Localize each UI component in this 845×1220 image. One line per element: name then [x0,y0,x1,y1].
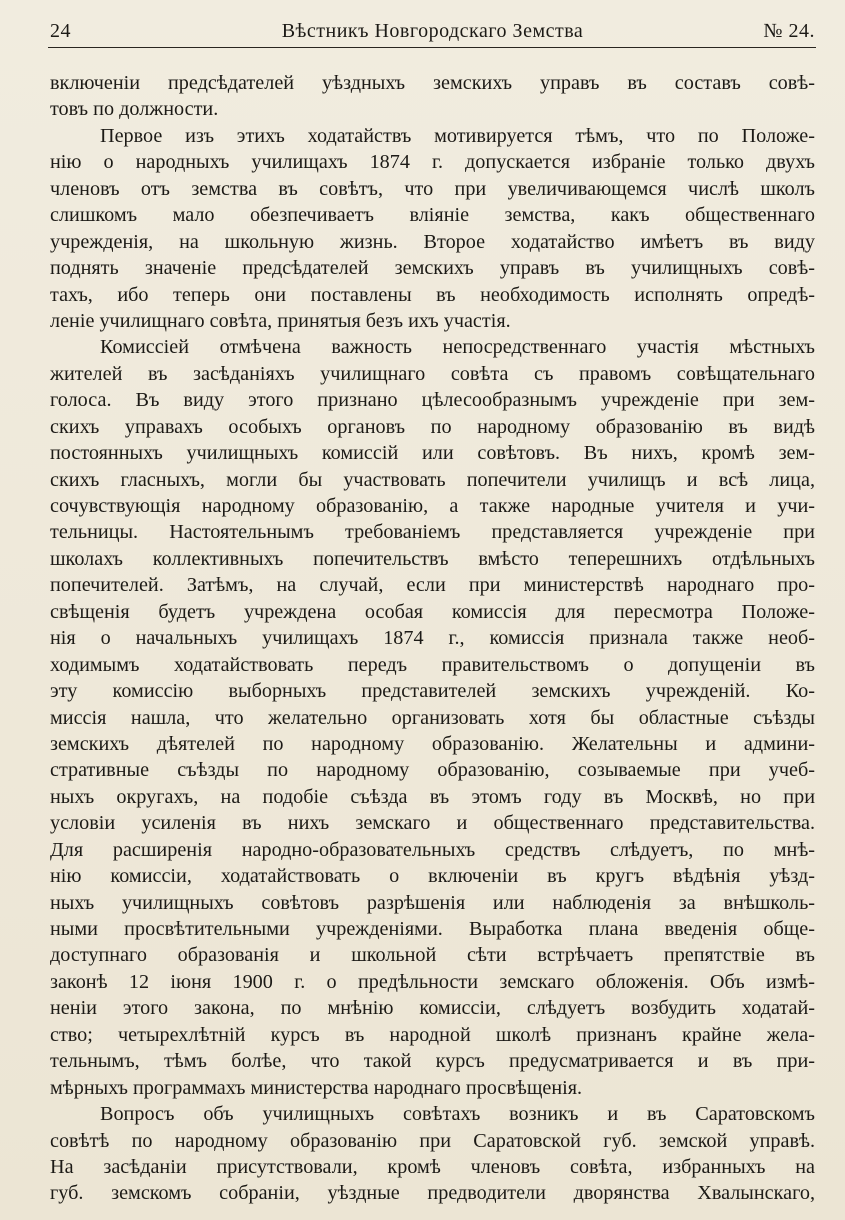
text-line: школахъ коллективныхъ попечительствъ вмѣсто теперешнихъ отдѣльныхъ [50,547,815,570]
text-line: ство; четырехлѣтній курсъ въ народной школѣ признанъ крайне жела- [50,1023,815,1046]
text-line: учрежденія, на школьную жизнь. Второе ходатайство имѣетъ въ виду [50,230,815,253]
text-line: сочувствующія народному образованію, а также народные учителя и учи- [50,495,815,517]
text-line: скихъ гласныхъ, могли бы участвовать попечители училищъ и всѣ лица, [50,468,815,491]
text-line: ныхъ округахъ, на подобіе съѣзда въ этомъ году въ Москвѣ, но при [50,785,815,808]
text-line: тахъ, ибо теперь они поставлены въ необходимость исполнять опредѣ- [50,283,815,306]
text-line: ныхъ училищныхъ совѣтовъ разрѣшенія или наблюденія за внѣшколь- [50,891,815,914]
text-line: нія о начальныхъ училищахъ 1874 г., комиссія признала также необ- [50,627,815,650]
text-line: ными просвѣтительными учрежденіями. Выработка плана введенія обще- [50,918,815,940]
text-line: мѣрныхъ программахъ министерства народнаго просвѣщенія. [50,1076,583,1099]
running-header [50,20,815,48]
issue-number: № 24. [763,20,815,42]
text-line: жителей въ засѣданіяхъ училищнаго совѣта съ правомъ совѣщательнаго [50,362,815,385]
text-line: условіи усиленія въ нихъ земскаго и общественнаго представительства. [50,812,815,835]
text-line: Для расширенія народно-образовательныхъ средствъ слѣдуетъ, по мнѣ- [50,838,815,861]
text-line: Вопросъ объ училищныхъ совѣтахъ возникъ и въ Саратовскомъ [100,1103,815,1126]
header-rule [48,47,816,48]
text-line: законѣ 12 іюня 1900 г. о предѣльности земскаго обложенія. Объ измѣ- [50,970,815,993]
text-line: доступнаго образованія и школьной сѣти встрѣчаетъ препятствіе въ [50,944,815,967]
text-line: губ. земскомъ собраніи, уѣздные предводители дворянства Хвалынскаго, [50,1182,815,1205]
text-line: тельнымъ, тѣмъ болѣе, что такой курсъ предусматривается и въ при- [50,1050,815,1073]
text-line: неніи этого закона, по мнѣнію комиссіи, слѣдуетъ возбудить ходатай- [50,997,815,1020]
text-line: постоянныхъ училищныхъ комиссій или совѣтовъ. Въ нихъ, кромѣ зем- [50,442,815,465]
text-line: попечителей. Затѣмъ, на случай, если при министерствѣ народнаго про- [50,574,815,597]
text-line: леніе училищнаго совѣта, принятыя безъ ихъ участія. [50,309,511,332]
text-line: Первое изъ этихъ ходатайствъ мотивируется тѣмъ, что по Положе- [100,124,815,147]
text-line: членовъ отъ земства въ совѣтъ, что при увеличивающемся числѣ школъ [50,177,815,200]
text-line: тельницы. Настоятельнымъ требованіемъ представляется учрежденіе при [50,521,815,544]
text-line: голоса. Въ виду этого признано цѣлесообразнымъ учрежденіе при зем- [50,389,815,412]
body-text [50,70,815,1207]
journal-title: Вѣстникъ Новгородскаго Земства [281,20,584,42]
text-line: земскихъ дѣятелей по народному образованію. Желательны и админи- [50,732,815,755]
text-line: ходимымъ ходатайствовать передъ правительствомъ о допущеніи въ [50,653,815,676]
text-line: нію комиссіи, ходатайствовать о включеніи въ кругъ вѣдѣнія уѣзд- [50,865,815,888]
text-line: совѣтѣ по народному образованію при Саратовской губ. земской управѣ. [50,1129,815,1152]
page-number: 24 [50,20,71,42]
text-line: слишкомъ мало обезпечиваетъ вліяніе земства, какъ общественнаго [50,204,815,227]
text-line: товъ по должности. [50,98,219,121]
text-line: На засѣданіи присутствовали, кромѣ членовъ совѣта, избранныхъ на [50,1155,815,1178]
text-line: поднять значеніе предсѣдателей земскихъ управъ въ училищныхъ совѣ- [50,257,815,280]
text-line: включеніи предсѣдателей уѣздныхъ земскихъ управъ въ составъ совѣ- [50,72,815,94]
text-line: нію о народныхъ училищахъ 1874 г. допускается избраніе только двухъ [50,151,815,174]
text-line: миссія нашла, что желательно организовать хотя бы областные съѣзды [50,706,815,729]
text-line: свѣщенія будетъ учреждена особая комиссія для пересмотра Положе- [50,600,815,623]
text-line: эту комиссію выборныхъ представителей земскихъ учрежденій. Ко- [50,680,815,703]
text-line: Комиссіей отмѣчена важность непосредственнаго участія мѣстныхъ [100,336,815,359]
text-line: скихъ управахъ особыхъ органовъ по народному образованію въ видѣ [50,415,815,438]
text-line: стративные съѣзды по народному образованію, созываемые при учеб- [50,759,815,782]
